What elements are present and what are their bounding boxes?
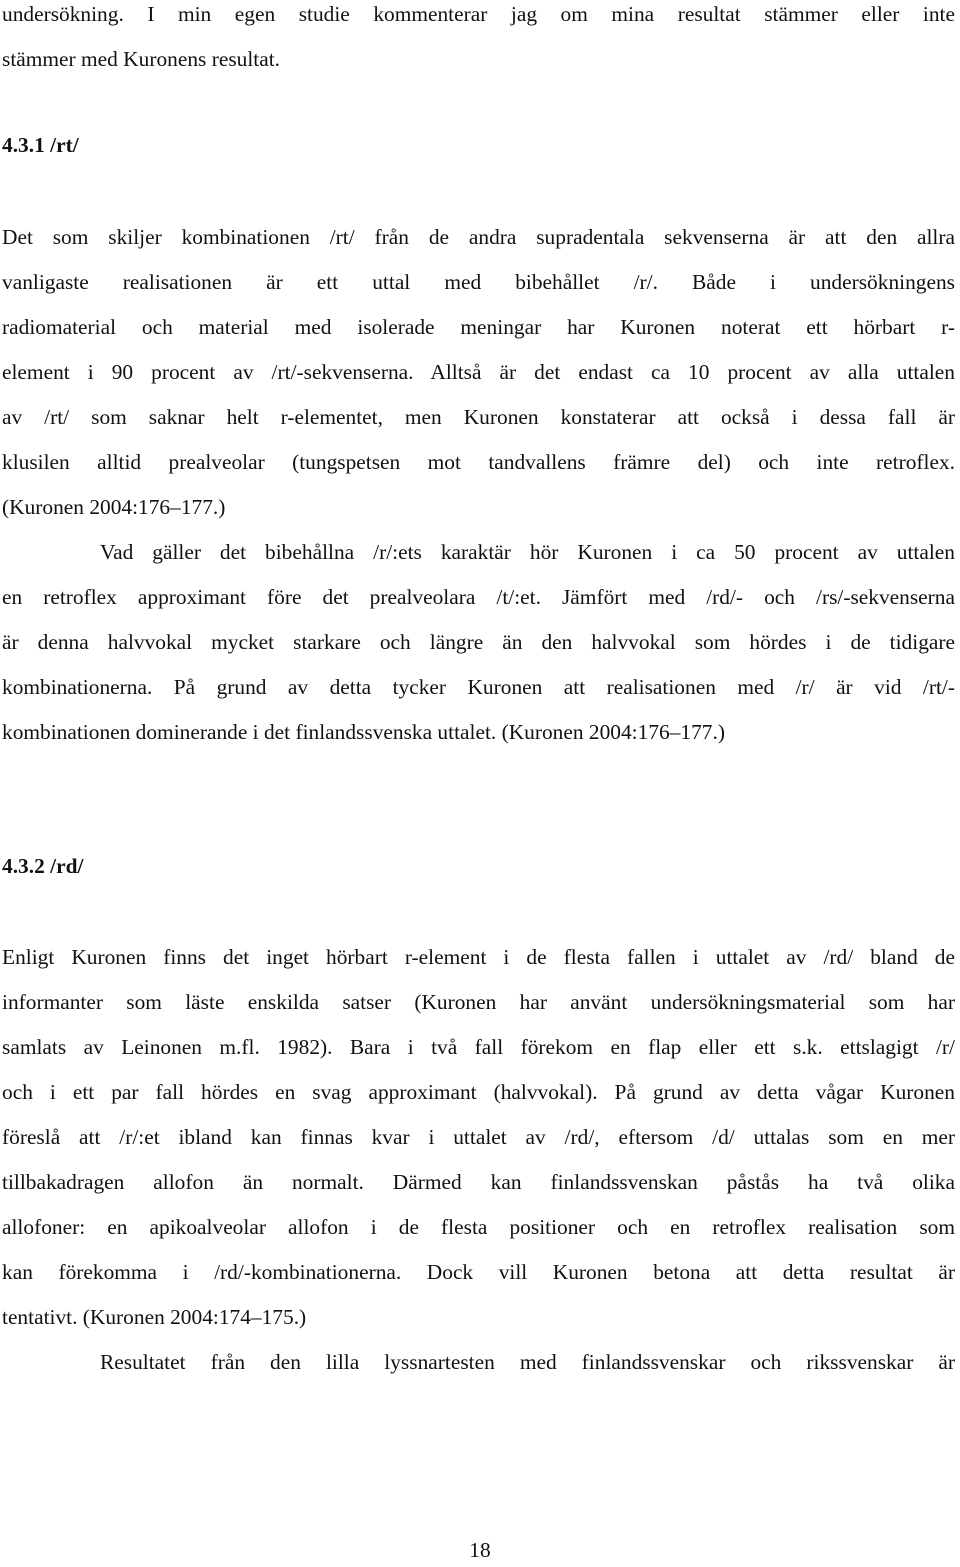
text-line: och i ett par fall hördes en svag approximant (halvvokal). På grund av detta vågar Kuronen <box>2 1080 955 1104</box>
text-line: vanligaste realisationen är ett uttal med bibehållet /r/. Både i undersökningens <box>2 270 955 294</box>
text-line: element i 90 procent av /rt/-sekvenserna. Alltså är det endast ca 10 procent av alla uttalen <box>2 360 955 384</box>
section-heading-431: 4.3.1 /rt/ <box>2 133 79 157</box>
text-line: av /rt/ som saknar helt r-elementet, men Kuronen konstaterar att också i dessa fall är <box>2 405 955 429</box>
text-line: allofoner: en apikoalveolar allofon i de flesta positioner och en retroflex realisation som <box>2 1215 955 1239</box>
text-line: Resultatet från den lilla lyssnartesten med finlandssvenskar och rikssvenskar är <box>100 1350 955 1374</box>
text-line: en retroflex approximant före det prealveolara /t/:et. Jämfört med /rd/- och /rs/-sekvenserna <box>2 585 955 609</box>
text-line: tillbakadragen allofon än normalt. Därmed kan finlandssvenskan påstås ha två olika <box>2 1170 955 1194</box>
page-number: 18 <box>469 1538 491 1562</box>
text-line: tentativt. (Kuronen 2004:174–175.) <box>2 1305 307 1329</box>
text-line: är denna halvvokal mycket starkare och längre än den halvvokal som hördes i de tidigare <box>2 630 955 654</box>
text-line: föreslå att /r/:et ibland kan finnas kvar i uttalet av /rd/, eftersom /d/ uttalas som en mer <box>2 1125 955 1149</box>
text-line: samlats av Leinonen m.fl. 1982). Bara i två fall förekom en flap eller ett s.k. ettslagigt /r/ <box>2 1035 955 1059</box>
text-line: Vad gäller det bibehållna /r/:ets karaktär hör Kuronen i ca 50 procent av uttalen <box>100 540 955 564</box>
text-line: (Kuronen 2004:176–177.) <box>2 495 226 519</box>
text-line: stämmer med Kuronens resultat. <box>2 47 281 71</box>
text-line: undersökning. I min egen studie kommenterar jag om mina resultat stämmer eller inte <box>2 2 955 26</box>
section-heading-432: 4.3.2 /rd/ <box>2 854 84 878</box>
text-line: klusilen alltid prealveolar (tungspetsen mot tandvallens främre del) och inte retroflex. <box>2 450 955 474</box>
text-line: kombinationen dominerande i det finlandssvenska uttalet. (Kuronen 2004:176–177.) <box>2 720 725 744</box>
text-line: informanter som läste enskilda satser (Kuronen har använt undersökningsmaterial som har <box>2 990 955 1014</box>
text-line: kombinationerna. På grund av detta tycker Kuronen att realisationen med /r/ är vid /rt/- <box>2 675 955 699</box>
text-line: radiomaterial och material med isolerade meningar har Kuronen noterat ett hörbart r- <box>2 315 955 339</box>
text-line: kan förekomma i /rd/-kombinationerna. Dock vill Kuronen betona att detta resultat är <box>2 1260 955 1284</box>
text-line: Enligt Kuronen finns det inget hörbart r-element i de flesta fallen i uttalet av /rd/ bland de <box>2 945 955 969</box>
text-line: Det som skiljer kombinationen /rt/ från de andra supradentala sekvenserna är att den allra <box>2 225 955 249</box>
